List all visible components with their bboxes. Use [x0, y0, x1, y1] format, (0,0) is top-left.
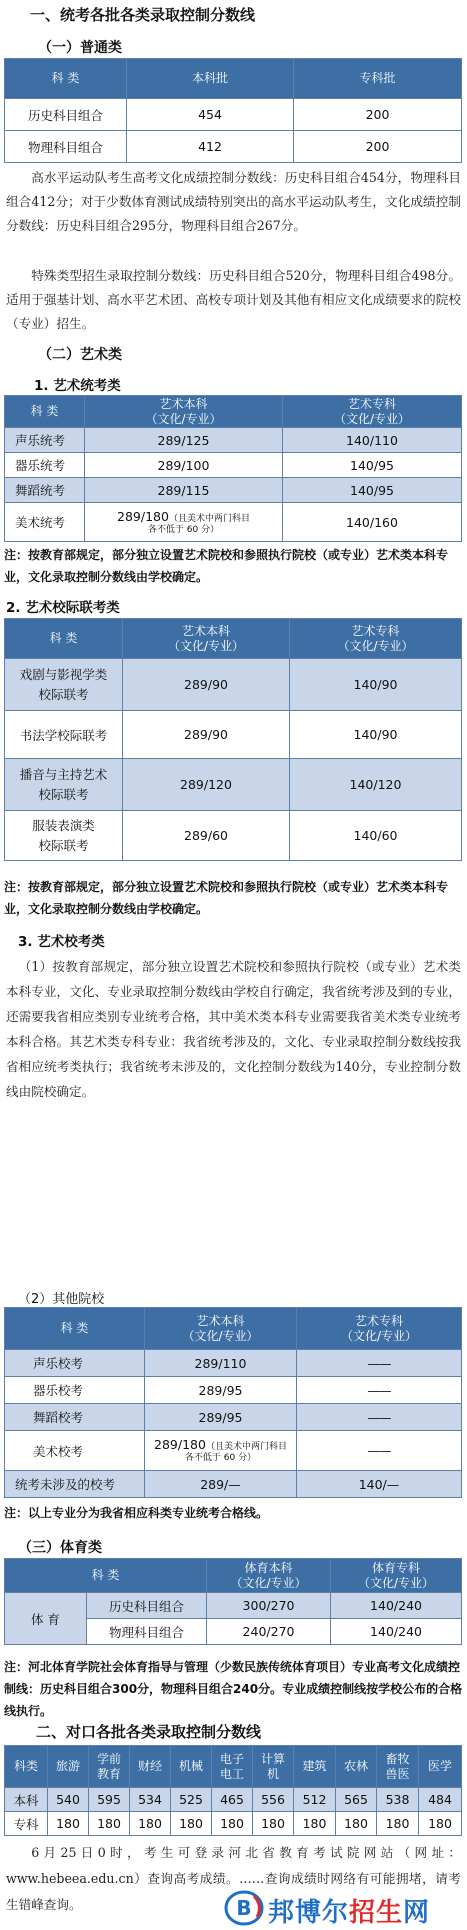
art-joint-table [4, 618, 462, 861]
table-header: 科 类 [5, 396, 85, 428]
site-logo[interactable] [224, 1890, 464, 1928]
table-row: 舞蹈校考 289/95 —— [5, 1404, 462, 1431]
table-header: 体育专科 （文化/专业） [331, 1559, 462, 1593]
table-header: 农林 [336, 1746, 377, 1788]
section-title-unified: 一、统考各批各类录取控制分数线 [30, 6, 256, 24]
table-header: 机械 [171, 1746, 212, 1788]
table-header: 艺术本科 （文化/专业） [85, 396, 283, 428]
table-header: 医学 [419, 1746, 462, 1788]
table-row: 统考未涉及的校考 289/— 140/— [5, 1471, 462, 1498]
paragraph-score-query: 6月25日0时，考生可登录河北省教育考试院网站（网址：www.hebeea.edu.cn）查询高考成绩。……查询成绩时网络有可能拥堵，请考生错峰查询。 [6, 1845, 461, 1912]
table-row: 服装表演类 校际联考 289/60 140/60 [5, 811, 462, 861]
table-header: 体育本科 （文化/专业） [207, 1559, 331, 1593]
table-header: 财经 [130, 1746, 171, 1788]
note-art-school: 注：以上专业分为我省相应科类专业统考合格线。 [4, 1506, 269, 1520]
table-row: 物理科目组合 240/270 140/240 [5, 1619, 462, 1645]
subsection-title-sport: （三）体育类 [18, 1540, 102, 1556]
art-unified-table [4, 395, 462, 542]
table-row: 美术统考 289/180（且美术中两门科目 各不低于 60 分） 140/160 [5, 503, 462, 542]
table-header: 科 类 [5, 619, 123, 659]
logo-badge-icon [224, 1890, 264, 1926]
table-row: 体 育 历史科目组合 300/270 140/240 [5, 1593, 462, 1619]
table-row: 美术校考 289/180（且美术中两门科目 各不低于 60 分） —— [5, 1431, 462, 1471]
table-row: 声乐校考 289/110 —— [5, 1350, 462, 1377]
table-header: 科类 [5, 1746, 48, 1788]
table-header: 艺术本科 （文化/专业） [145, 1308, 297, 1350]
table-header: 艺术专科 （文化/专业） [297, 1308, 462, 1350]
table-header: 学前 教育 [89, 1746, 130, 1788]
table-header: 建筑 [294, 1746, 336, 1788]
paragraph-high-level-athletes: 高水平运动队考生高考文化成绩控制分数线：历史科目组合454分，物理科目组合412分；对于少数体育测试成绩特别突出的高水平运动队考生，文化成绩控制分数线：历史科目组合295分，物理科目组合267分。 [6, 170, 461, 233]
table-header: 艺术专科 （文化/专业） [283, 396, 462, 428]
table-header: 专科批 [294, 59, 462, 99]
table-row: 声乐统考 289/125 140/110 [5, 428, 462, 453]
general-table [4, 58, 462, 163]
logo-text: 邦博尔招生网 [268, 1898, 431, 1928]
table-row: 历史科目组合 454 200 [5, 99, 462, 131]
table-row: 物理科目组合 412 200 [5, 131, 462, 163]
note-art-joint: 注：按教育部规定，部分独立设置艺术院校和参照执行院校（或专业）艺术类本科专业，文化录取控制分数线由学校确定。 [4, 880, 449, 916]
subsection-title-general: （一）普通类 [38, 40, 122, 56]
vocational-table [4, 1745, 462, 1836]
table-row: 播音与主持艺术 校际联考 289/120 140/120 [5, 759, 462, 811]
table-row: 本科 540 595 534 525 465 556 512 565 538 484 [5, 1788, 462, 1812]
art-school-table [4, 1307, 462, 1498]
subsection-title-other-schools: （2）其他院校 [18, 1292, 105, 1307]
section-title-vocational: 二、对口各批各类录取控制分数线 [36, 1723, 262, 1741]
subsection-title-art: （二）艺术类 [38, 347, 122, 363]
table-row: 器乐校考 289/95 —— [5, 1377, 462, 1404]
table-header: 艺术本科 （文化/专业） [123, 619, 290, 659]
table-header: 科 类 [5, 59, 127, 99]
table-header: 畜牧 兽医 [377, 1746, 419, 1788]
table-header: 科 类 [5, 1308, 145, 1350]
table-row: 器乐统考 289/100 140/95 [5, 453, 462, 478]
subsection-title-art-joint: 2. 艺术校际联考类 [6, 600, 120, 616]
sport-table [4, 1558, 462, 1645]
table-row: 戏剧与影视学类 校际联考 289/90 140/90 [5, 659, 462, 711]
subsection-title-art-unified: 1. 艺术统考类 [34, 378, 121, 394]
table-header: 科 类 [5, 1559, 207, 1593]
subsection-title-art-school: 3. 艺术校考类 [18, 934, 105, 950]
note-art-unified: 注：按教育部规定，部分独立设置艺术院校和参照执行院校（或专业）艺术类本科专业，文化录取控制分数线由学校确定。 [4, 548, 449, 584]
table-header: 本科批 [127, 59, 294, 99]
table-header: 艺术专科 （文化/专业） [290, 619, 462, 659]
paragraph-art-school: （1）按教育部规定，部分独立设置艺术院校和参照执行院校（或专业）艺术类本科专业，文化、专业录取控制分数线由学校自行确定，我省统考涉及到的专业，还需要我省相应类别专业统考合格，其中美术类本科专业需要我省美术类专业统考本科合格。其艺术类专科专业：我省统考涉及的，文化、专业录取控制分数线按我省相应统考类执行；我省统考未涉及的，文化控制分数线为140分，专业控制分数线由院校确定。 [6, 959, 461, 1099]
table-header: 旅游 [48, 1746, 89, 1788]
table-header: 电子 电工 [212, 1746, 253, 1788]
svg-text:B: B [236, 1896, 252, 1920]
paragraph-special-types: 特殊类型招生录取控制分数线：历史科目组合520分，物理科目组合498分。适用于强基计划、高水平艺术团、高校专项计划及其他有相应文化成绩要求的院校（专业）招生。 [6, 268, 461, 331]
table-header: 计算 机 [253, 1746, 294, 1788]
note-sport: 注：河北体育学院社会体育指导与管理（少数民族传统体育项目）专业高考文化成绩控制线：历史科目组合300分，物理科目组合240分。专业成绩控制线按学校公布的合格线执行。 [4, 1660, 463, 1718]
table-row: 书法学校际联考 289/90 140/90 [5, 711, 462, 759]
table-row: 舞蹈统考 289/115 140/95 [5, 478, 462, 503]
table-row: 专科 180 180 180 180 180 180 180 180 180 180 [5, 1812, 462, 1836]
